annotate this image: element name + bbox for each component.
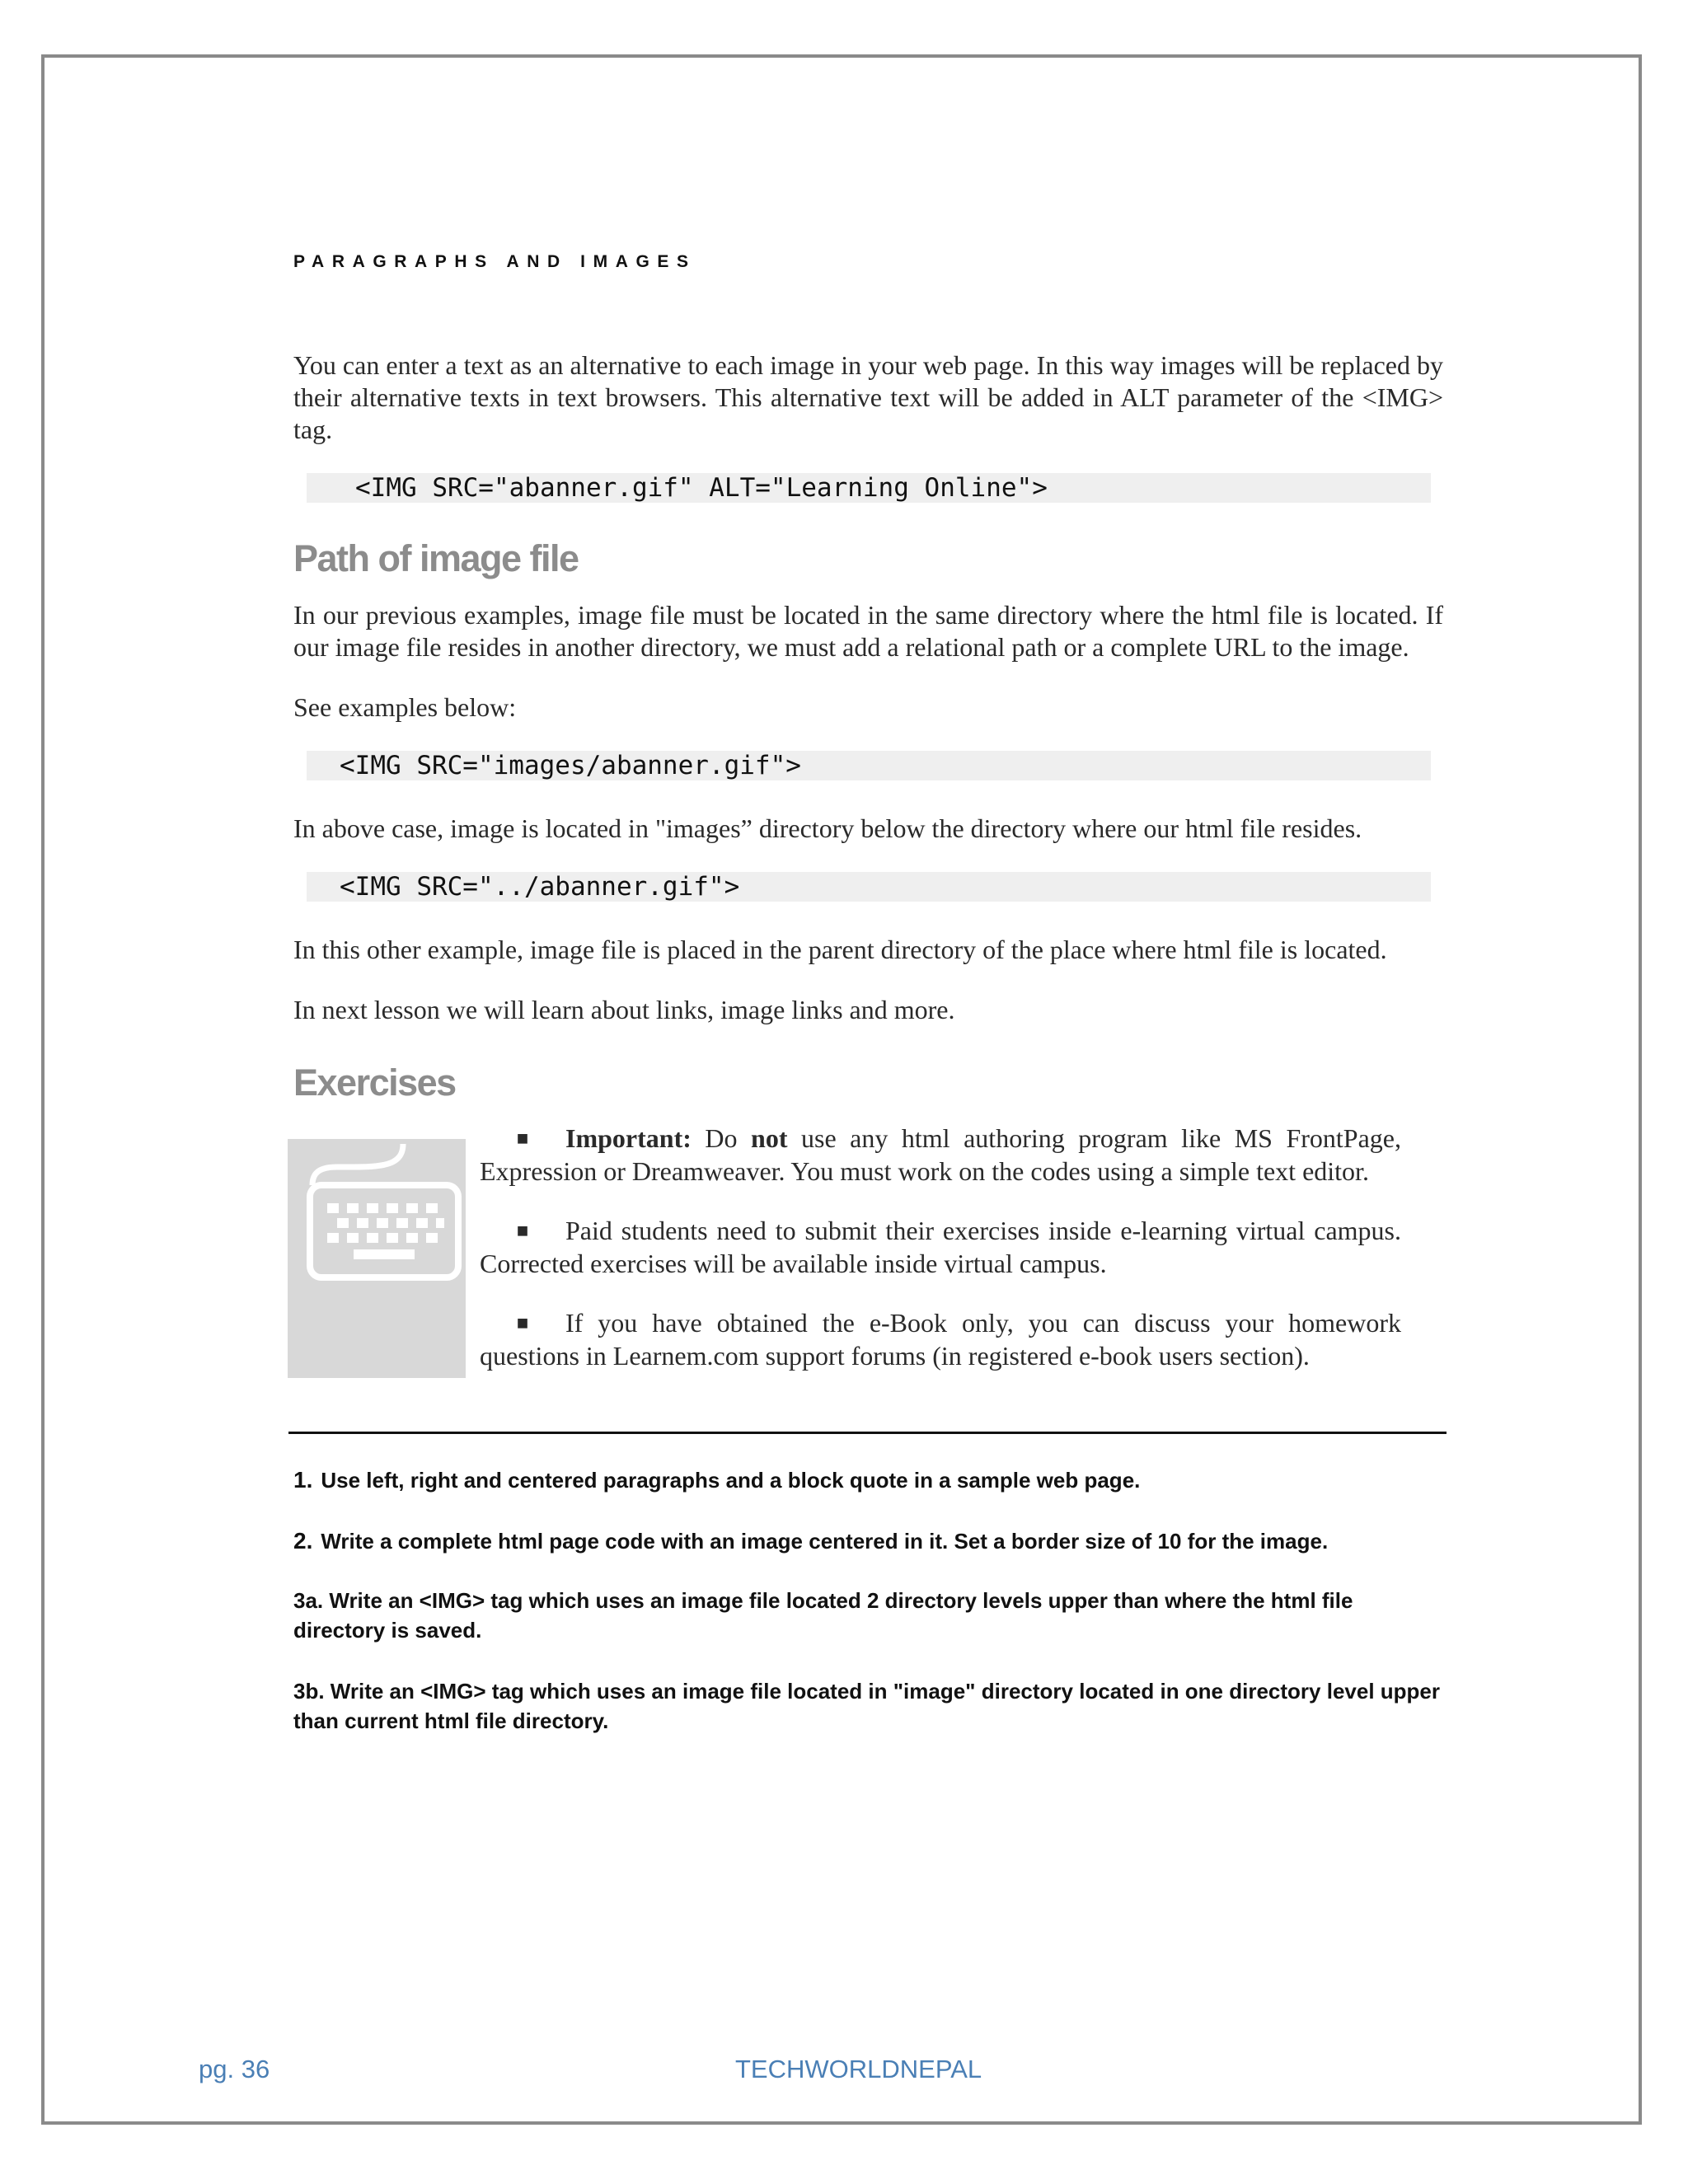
keyboard-icon — [288, 1139, 466, 1378]
footer-site-name: TECHWORLDNEPAL — [735, 2055, 982, 2083]
bullet-paid-students: ■ Paid students need to submit their exercises inside e-learning virtual campus. Corrected exercises will be available inside virtual campus. — [480, 1216, 1401, 1278]
other-example-paragraph: In this other example, image file is placed in the parent directory of the place where html file is located. — [293, 935, 1387, 964]
intro-paragraph: You can enter a text as an alternative to each image in your web page. In this way images will be replaced by their alternative texts in text browsers. This alternative text will be added in ALT parameter of the <IMG> tag. — [293, 350, 1443, 444]
heading-exercises: Exercises — [293, 1062, 456, 1104]
divider-rule — [288, 1432, 1447, 1434]
code-images-dir-example: <IMG SRC="images/abanner.gif"> — [307, 751, 1431, 780]
path-paragraph: In our previous examples, image file must be located in the same directory where the html file is located. If our image file resides in another directory, we must add a relational path or a complete URL to the image. — [293, 600, 1443, 662]
next-lesson-paragraph: In next lesson we will learn about links, image links and more. — [293, 995, 955, 1024]
bullet-ebook-only: ■ If you have obtained the e-Book only, you can discuss your homework questions in Learnem.com support forums (in registered e-book users section). — [480, 1308, 1401, 1371]
exercise-3b: 3b. Write an <IMG> tag which uses an image file located in "image" directory located in one directory level upper than current html file directory. — [293, 1679, 1440, 1733]
bullet-marker: ■ — [516, 1128, 529, 1150]
above-case-paragraph: In above case, image is located in "images” directory below the directory where our html file resides. — [293, 813, 1362, 843]
bullet-marker: ■ — [516, 1221, 529, 1242]
running-header: PARAGRAPHS AND IMAGES — [293, 252, 696, 271]
exercise-2: 2. Write a complete html page code with an image centered in it. Set a border size of 10 for the image. — [293, 1528, 1329, 1554]
bullet-marker: ■ — [516, 1313, 529, 1334]
exercise-3a: 3a. Write an <IMG> tag which uses an image file located 2 directory levels upper than where the html file directory is saved. — [293, 1588, 1353, 1643]
heading-path-of-image-file: Path of image file — [293, 537, 579, 579]
footer-page-number: pg. 36 — [199, 2055, 270, 2083]
see-examples-text: See examples below: — [293, 692, 517, 722]
code-alt-example: <IMG SRC="abanner.gif" ALT="Learning Online"> — [307, 473, 1431, 503]
code-parent-dir-example: <IMG SRC="../abanner.gif"> — [307, 872, 1431, 902]
bullet-important: ■ Important: Do not use any html authoring program like MS FrontPage, Expression or Dreamweaver. You must work on the codes using a simple text editor. — [480, 1123, 1402, 1186]
exercise-1: 1. Use left, right and centered paragraphs and a block quote in a sample web page. — [293, 1467, 1141, 1493]
